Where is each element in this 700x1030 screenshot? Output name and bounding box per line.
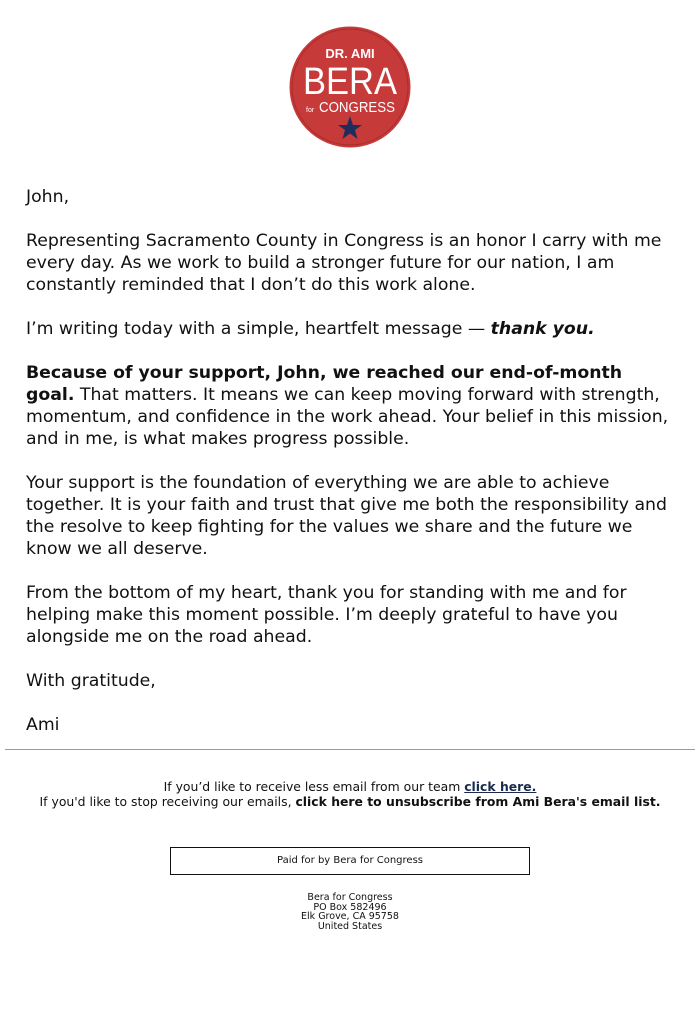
- less-email-text: If you’d like to receive less email from our team: [163, 779, 465, 794]
- closing: With gratitude,: [26, 671, 156, 691]
- campaign-logo: [288, 25, 412, 149]
- address-city: Elk Grove, CA 95758: [301, 911, 399, 922]
- goal-bold-text: Because of your support, John, we reached our end-of-month goal.: [26, 363, 623, 405]
- logo-for-text: for: [306, 107, 315, 114]
- stop-emails-text: If you'd like to stop receiving our emails,: [39, 794, 296, 809]
- unsubscribe-link[interactable]: click here to unsubscribe from Ami Bera's email list.: [295, 794, 661, 809]
- address-po-box: PO Box 582496: [313, 901, 387, 913]
- less-email-line: [0, 779, 700, 794]
- goal-rest-text: That matters. It means we can keep moving forward with strength, momentum, and confidence in the work ahead. Your belief in this mission, and in me, is what makes progress possible.: [26, 385, 669, 449]
- greeting: John,: [26, 187, 70, 207]
- paragraph-foundation: Your support is the foundation of everything we are able to achieve together. It is your faith and trust that give me both the responsibility and the resolve to keep fighting for the values we share and the future we know we all deserve.: [26, 473, 667, 559]
- paragraph-intro: Representing Sacramento County in Congress is an honor I carry with me every day. As we work to build a stronger future for our nation, I am constantly reminded that I don’t do this work alone.: [26, 231, 662, 295]
- logo-office: CONGRESS: [319, 99, 395, 116]
- address-country: United States: [317, 920, 383, 932]
- footer-divider: [5, 749, 695, 750]
- paragraph-thank-you: [26, 318, 676, 340]
- unsubscribe-line: [0, 794, 700, 809]
- thank-you-prefix: I’m writing today with a simple, heartfelt message —: [26, 319, 491, 339]
- letter-body: [26, 186, 676, 736]
- logo-top-line: DR. AMI: [325, 46, 375, 61]
- less-email-link[interactable]: click here.: [464, 779, 537, 794]
- mailing-address: [0, 893, 700, 931]
- signature: Ami: [26, 715, 60, 735]
- paragraph-goal: [26, 362, 676, 450]
- logo-seal: [288, 25, 412, 149]
- paragraph-gratitude: From the bottom of my heart, thank you for standing with me and for helping make this moment possible. I’m deeply grateful to have you alongside me on the road ahead.: [26, 583, 627, 647]
- logo-name: BERA: [303, 61, 398, 103]
- email-preferences: [0, 779, 700, 809]
- paid-for-disclaimer: Paid for by Bera for Congress: [170, 847, 530, 875]
- thank-you-emphasis: thank you.: [490, 319, 595, 339]
- address-org: Bera for Congress: [307, 892, 393, 903]
